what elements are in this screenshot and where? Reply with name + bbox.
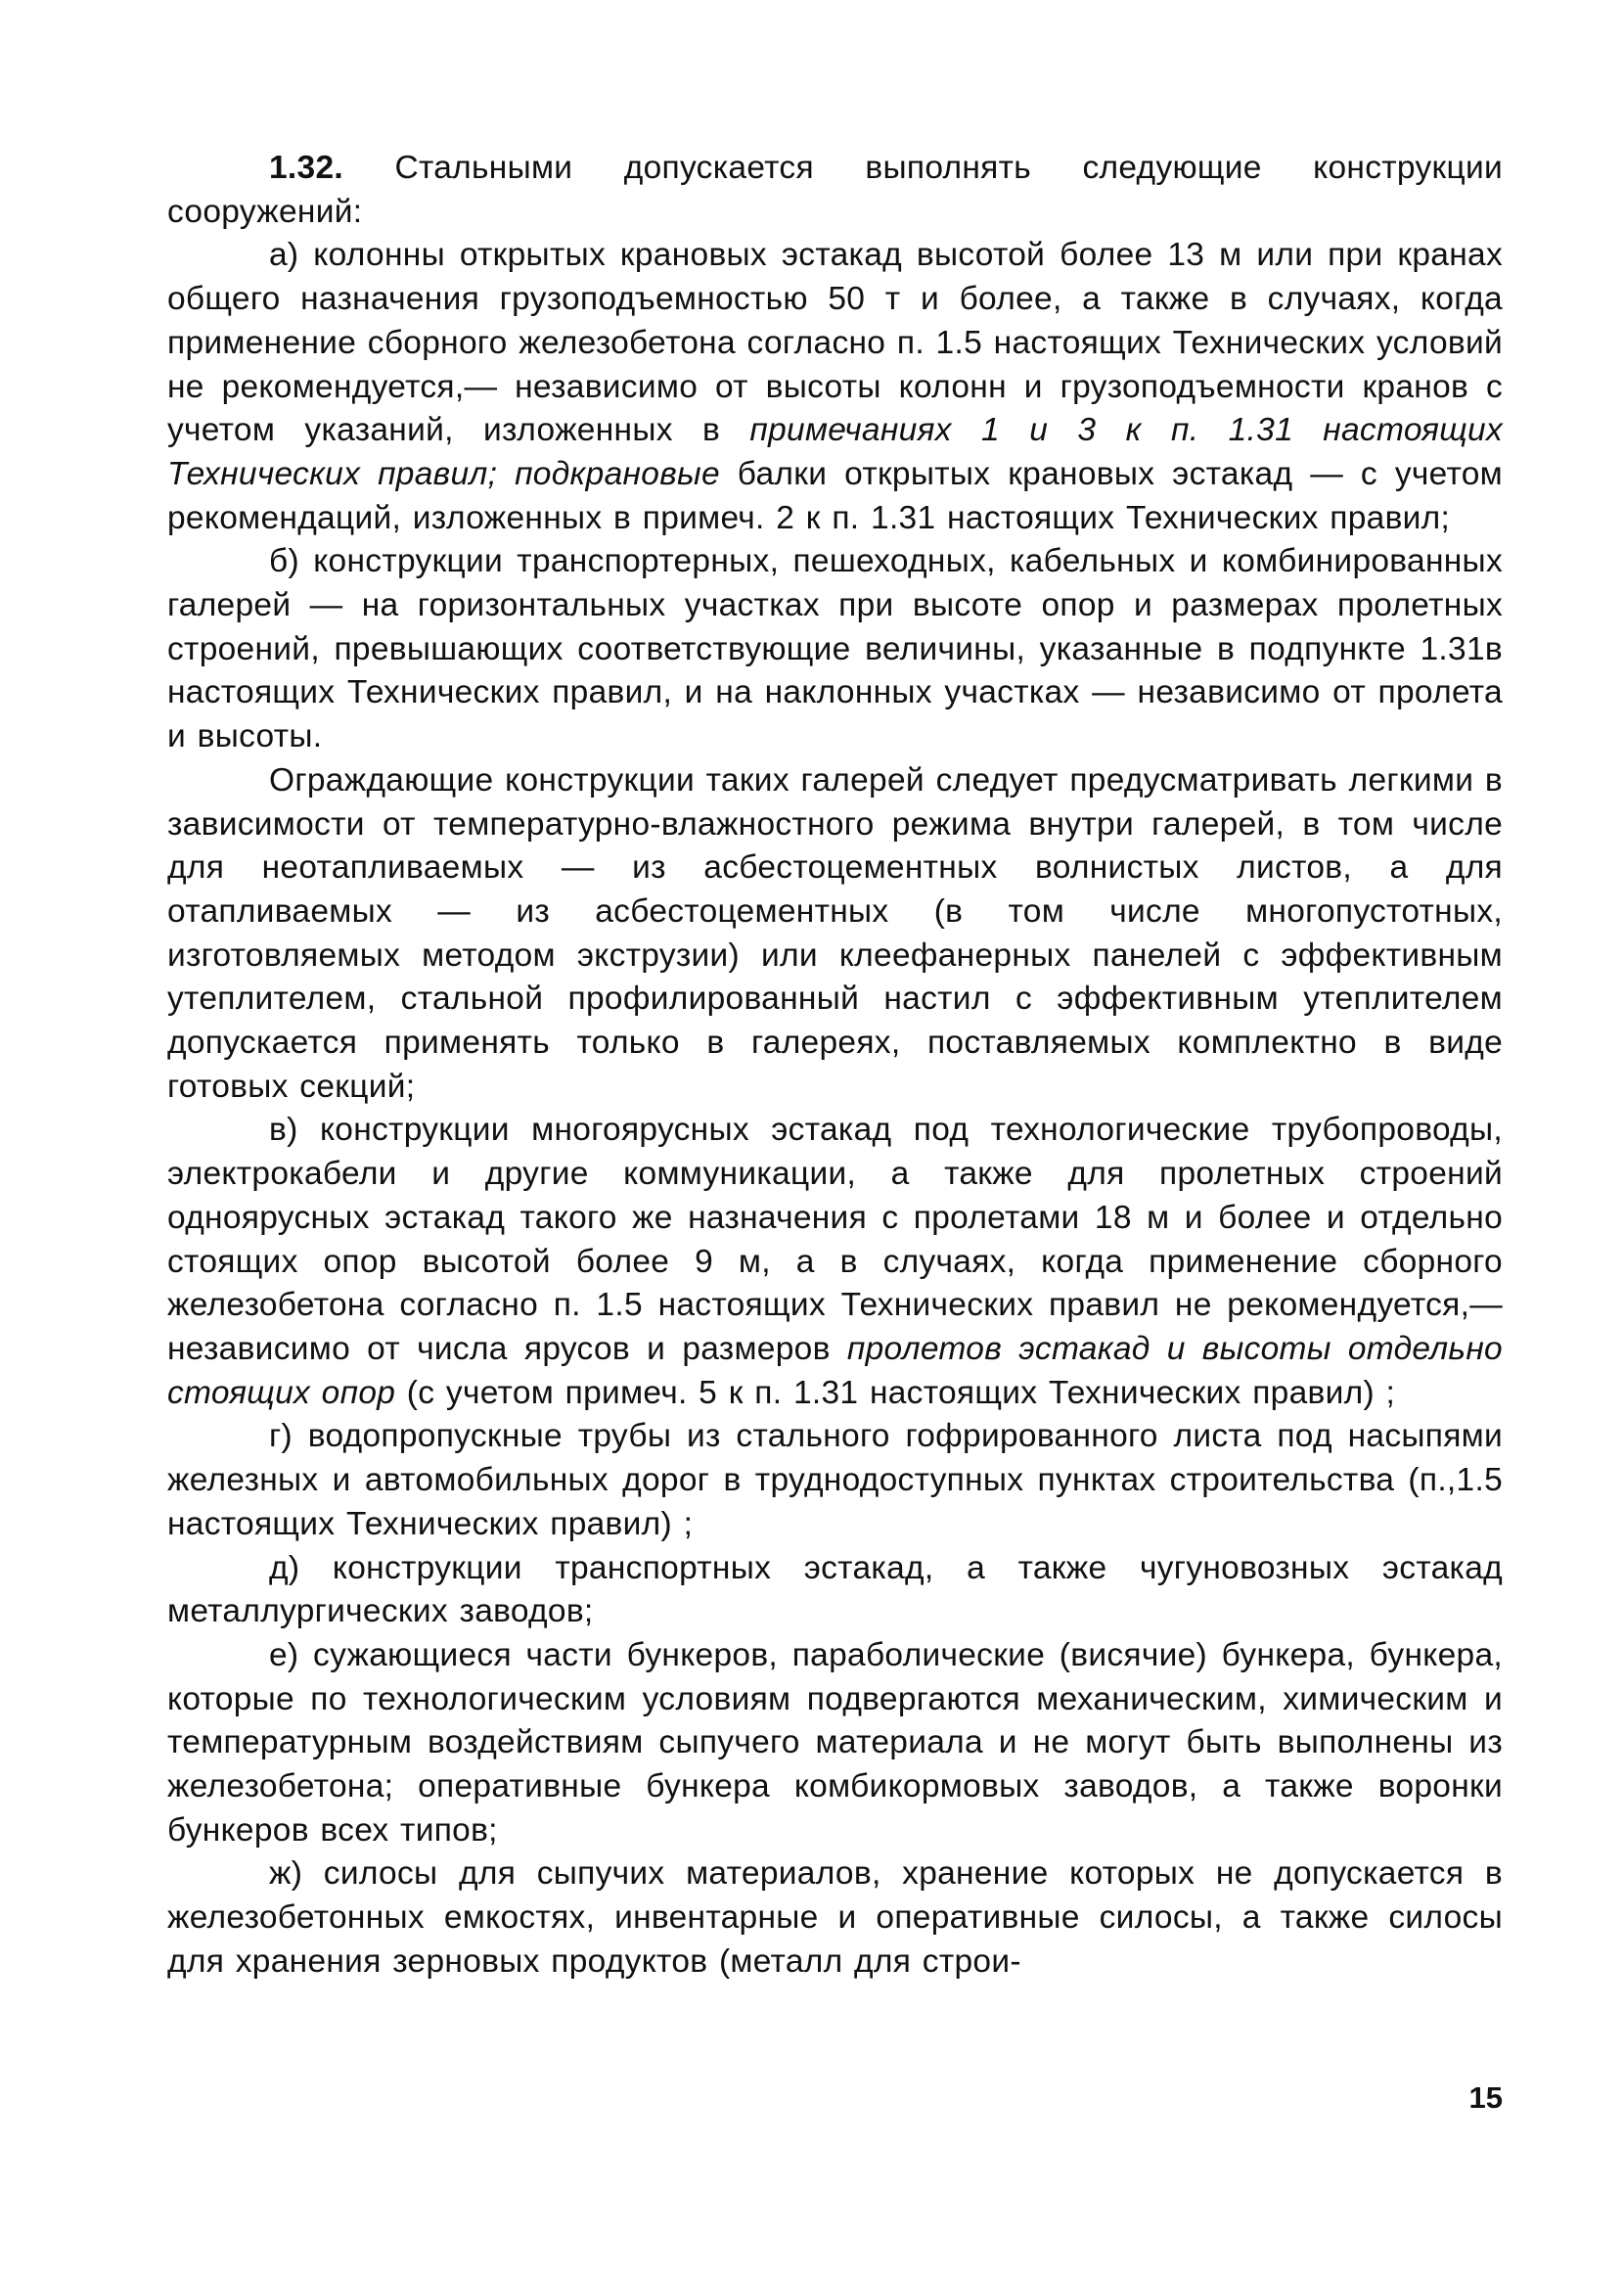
page-number: 15 [1468,2080,1503,2115]
item-a [167,234,1503,540]
item-v-italic-text: пролетов эстакад и высоты отдельно стоящих опор [167,1330,1503,1411]
item-b: б) конструкции транспортерных, пешеходных, кабельных и комбинированных галерей — на горизонтальных участках при высоте опор и размерах пролетных строений, превышающих соответствующие величины, указанные в подпункте 1.31в настоящих Технических правил, и на наклонных участках — независимо от пролета и высоты. [167,543,1503,755]
item-b-continuation: Ограждающие конструкции таких галерей следует предусматривать легкими в зависимости от температурно-влажностного режима внутри галерей, в том числе для неотапливаемых — из асбестоцементных волнистых листов, а для отапливаемых — из асбестоцементных (в том числе многопустотных, изготовляемых методом экструзии) или клеефанерных панелей с эффективным утеплителем, стальной профилированный настил с эффективным утеплителем допускается применять только в галереях, поставляемых комплектно в виде готовых секций; [167,761,1503,1105]
item-a-italic-text: примечаниях 1 и 3 к п. 1.31 настоящих Технических правил; подкрановые [167,412,1503,492]
item-v-text-1: в) конструкции многоярусных эстакад под технологические трубопроводы, электрокабели и другие коммуникации, а также для пролетных строений одноярусных эстакад такого же назначения с пролетами 18 м и более и отдельно стоящих опор высотой более 9 м, а в случаях, когда применение сборного железобетона согласно п. 1.5 настоящих Технических правил не рекомендуется,— независимо от числа ярусов и размеров [167,1112,1503,1367]
section-intro-text: Стальными допускается выполнять следующие конструкции сооружений: [167,150,1503,230]
section-number: 1.32. [269,150,344,186]
item-g: г) водопропускные трубы из стального гофрированного листа под насыпями железных и автомобильных дорог в труднодоступных пунктах строительства (п.,1.5 настоящих Технических правил) ; [167,1418,1503,1542]
item-d: д) конструкции транспортных эстакад, а также чугуновозных эстакад металлургических заводов; [167,1549,1503,1630]
item-a-text-1: а) колонны открытых крановых эстакад высотой более 13 м или при кранах общего назначения грузоподъемностью 50 т и более, а также в случаях, когда применение сборного железобетона согласно п. 1.5 настоящих Технических условий не рекомендуется,— независимо от высоты колонн и грузоподъемности кранов с учетом указаний, изложенных в [167,237,1503,449]
document-page [167,147,1503,1985]
item-v [167,1109,1503,1415]
item-e: е) сужающиеся части бункеров, параболические (висячие) бункера, бункера, которые по технологическим условиям подвергаются механическим, химическим и температурным воздействиям сыпучего материала и не могут быть выполнены из железобетона; оперативные бункера комбикормовых заводов, а также воронки бункеров всех типов; [167,1636,1503,1849]
item-v-text-2: (с учетом примеч. 5 к п. 1.31 настоящих Технических правил) ; [395,1374,1396,1411]
section-1-32-intro [167,147,1503,234]
item-a-text-2: балки открытых крановых эстакад — с учетом рекомендаций, изложенных в примеч. 2 к п. 1.31 настоящих Технических правил; [167,455,1503,536]
item-zh: ж) силосы для сыпучих материалов, хранение которых не допускается в железобетонных емкостях, инвентарные и оперативные силосы, а также силосы для хранения зерновых продуктов (металл для строи- [167,1855,1503,1980]
